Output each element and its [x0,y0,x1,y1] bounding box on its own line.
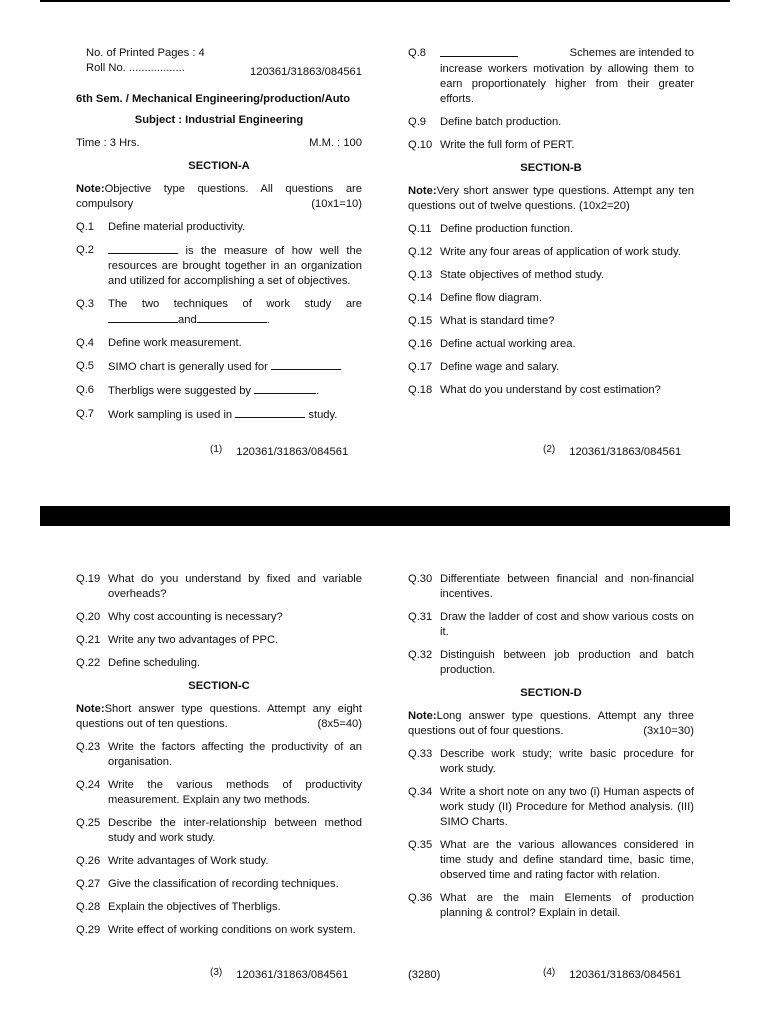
section-b-title: SECTION-B [520,162,582,174]
question: Q.3 The two techniques of work study are and . [76,298,362,326]
question: Q.36 What are the main Elements of production planning & control? Explain in detail. [408,892,694,919]
page-2 [408,46,694,406]
question: Q.22 Define scheduling. [76,657,201,669]
subject-title: Subject : Industrial Engineering [134,114,304,126]
question: Q.30 Differentiate between financial and non-financial incentives. [408,573,694,600]
question: Q.8 Schemes are intended to increase workers motivation by allowing them to earn proportionately higher from their greater efforts. [408,47,694,105]
page-3 [76,572,362,946]
question: Q.14 Define flow diagram. [408,292,542,304]
question: Q.9 Define batch production. [408,116,562,128]
print-code: (3280) [408,969,441,981]
question: Q.7 Work sampling is used in study. [76,408,338,421]
roll-no: Roll No. .................. [86,62,185,74]
page-2-footer: (2) 120361/31863/084561 [543,444,682,458]
question: Q.13 State objectives of method study. [408,269,604,281]
question: Q.11 Define production function. [408,223,574,235]
question: Q.5 SIMO chart is generally used for [76,359,362,375]
question: Q.21 Write any two advantages of PPC. [76,634,279,646]
section-d-note: Note:Long answer type questions. Attempt any three questions out of four questions. (3x10=30) [408,710,694,737]
question: Q.16 Define actual working area. [408,338,576,350]
question: Q.18 What do you understand by cost estimation? [408,384,661,396]
question: Q.34 Write a short note on any two (i) Human aspects of work study (II) Procedure for Method analysis. (III) SIMO Charts. [408,786,694,828]
printed-pages: No. of Printed Pages : 4 [86,47,205,59]
question: Q.2 is the measure of how well the resources are brought together in an organization and utilized for accomplishing a set of objectives. [76,244,362,287]
section-b-note: Note:Very short answer type questions. Attempt any ten questions out of twelve questions. (10x2=20) [408,185,694,212]
question: Q.29 Write effect of working conditions on work system. [76,924,356,936]
question: Q.31 Draw the ladder of cost and show various costs on it. [408,611,694,638]
question: Q.26 Write advantages of Work study. [76,855,269,867]
page-top-border [40,0,730,2]
page-4 [408,572,694,929]
question: Q.27 Give the classification of recording techniques. [76,878,339,890]
question: Q.24 Write the various methods of productivity measurement. Explain any two methods. [76,779,362,806]
question: Q.32 Distinguish between job production and batch production. [408,649,694,676]
question: Q.15 What is standard time? [408,315,555,327]
question: Q.17 Define wage and salary. [408,361,560,373]
question: Q.35 What are the various allowances considered in time study and define standard time, basic time, observed time and rating factor with relation. [408,839,694,881]
page-1-footer: (1) 120361/31863/084561 [210,444,349,458]
question: Q.33 Describe work study; write basic procedure for work study. [408,748,694,775]
paper-code: 120361/31863/084561 [250,66,362,78]
section-c-note: Note:Short answer type questions. Attempt any eight questions out of ten questions. (8x5=40) [76,703,362,730]
question: Q.19 What do you understand by fixed and variable overheads? [76,573,362,600]
course-title: 6th Sem. / Mechanical Engineering/production/Auto [76,93,351,105]
page-1 [76,46,362,431]
question: Q.20 Why cost accounting is necessary? [76,611,283,623]
max-marks: M.M. : 100 [309,137,362,149]
question: Q.12 Write any four areas of application of work study. [408,246,681,258]
section-a-title: SECTION-A [188,160,250,172]
question: Q.10 Write the full form of PERT. [408,139,575,151]
question: Q.23 Write the factors affecting the productivity of an organisation. [76,741,362,768]
question: Q.4 Define work measurement. [76,337,242,349]
section-d-title: SECTION-D [520,687,582,699]
section-c-title: SECTION-C [188,680,250,692]
page-4-footer: (4) 120361/31863/084561 [543,967,682,981]
question: Q.1 Define material productivity. [76,221,246,233]
page-separator-bar [40,506,730,526]
section-a-note: Note:Objective type questions. All questions are compulsory (10x1=10) [76,183,362,210]
question: Q.28 Explain the objectives of Therbligs. [76,901,281,913]
question: Q.6 Therbligs were suggested by . [76,384,320,397]
page-3-footer: (3) 120361/31863/084561 [210,967,349,981]
exam-time: Time : 3 Hrs. [76,137,140,149]
question: Q.25 Describe the inter-relationship between method study and work study. [76,817,362,844]
